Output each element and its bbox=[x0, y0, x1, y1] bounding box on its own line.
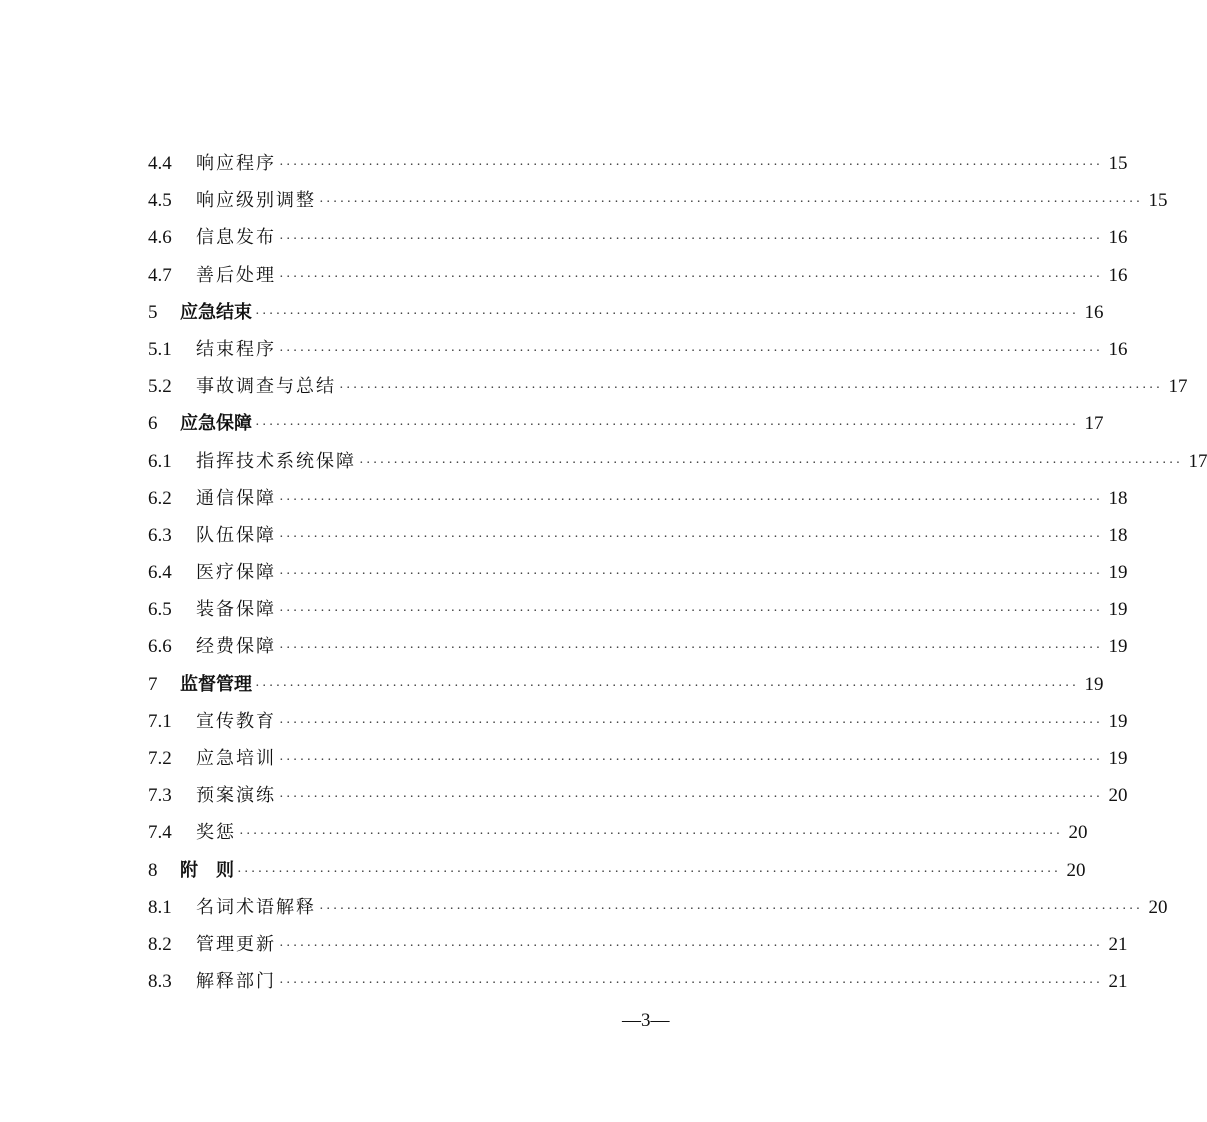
toc-entry-number: 6.5 bbox=[148, 599, 172, 621]
toc-entry-title: 医疗保障 bbox=[196, 562, 276, 584]
toc-entry-page: 16 bbox=[1108, 264, 1128, 286]
toc-entry-title: 队伍保障 bbox=[196, 524, 276, 546]
toc-entry-title: 事故调查与总结 bbox=[196, 376, 336, 398]
toc-entry-page: 17 bbox=[1168, 376, 1188, 398]
toc-entry-page: 19 bbox=[1084, 673, 1104, 695]
toc-dot-leader: ························································································································ bbox=[279, 715, 1103, 731]
toc-entry-number: 4.7 bbox=[148, 264, 172, 286]
toc-entry bbox=[148, 145, 1128, 182]
toc-entry-page: 19 bbox=[1108, 748, 1128, 769]
toc-dot-leader: ························································································································ bbox=[279, 790, 1103, 806]
toc-dot-leader: ························································································································ bbox=[279, 158, 1103, 173]
toc-entry bbox=[148, 740, 1128, 777]
toc-dot-leader: ························································································································ bbox=[319, 195, 1143, 211]
toc-entry bbox=[148, 294, 1104, 331]
toc-entry-title: 响应程序 bbox=[196, 153, 276, 174]
page-number: —3— bbox=[622, 1010, 670, 1031]
toc-entry-page: 20 bbox=[1066, 859, 1086, 881]
toc-entry-number: 4.6 bbox=[148, 227, 172, 249]
toc-dot-leader: ························································································································ bbox=[239, 827, 1063, 843]
toc-entry bbox=[148, 703, 1128, 740]
toc-entry bbox=[148, 331, 1128, 368]
toc-entry-number: 7.1 bbox=[148, 710, 172, 732]
toc-entry-number: 8.2 bbox=[148, 933, 172, 955]
toc-entry-title: 名词术语解释 bbox=[196, 896, 316, 918]
toc-entry-number: 8 bbox=[148, 859, 158, 881]
toc-entry bbox=[148, 182, 1168, 219]
toc-entry-page: 18 bbox=[1108, 524, 1128, 546]
toc-dot-leader: ························································································································ bbox=[279, 492, 1103, 508]
toc-entry-number: 5.1 bbox=[148, 338, 172, 360]
toc-entry bbox=[148, 889, 1168, 926]
toc-dot-leader: ························································································································ bbox=[279, 529, 1103, 545]
toc-entry bbox=[148, 257, 1128, 294]
toc-entry-number: 6 bbox=[148, 413, 158, 435]
toc-entry-title: 监督管理 bbox=[180, 673, 252, 695]
toc-entry-page: 21 bbox=[1108, 971, 1128, 993]
toc-entry-page: 17 bbox=[1188, 450, 1207, 472]
toc-entry-number: 8.3 bbox=[148, 971, 172, 993]
toc-entry-number: 6.4 bbox=[148, 562, 172, 584]
toc-dot-leader: ························································································································ bbox=[279, 976, 1103, 992]
toc-entry-page: 18 bbox=[1108, 487, 1128, 509]
toc-entry-page: 16 bbox=[1108, 227, 1128, 249]
toc-entry-title: 响应级别调整 bbox=[196, 190, 316, 212]
toc-dot-leader: ························································································································ bbox=[279, 567, 1103, 583]
toc-entry-number: 6.6 bbox=[148, 636, 172, 658]
toc-entry-page: 17 bbox=[1084, 413, 1104, 435]
toc-entry-title: 信息发布 bbox=[196, 227, 276, 249]
toc-entry-number: 7.3 bbox=[148, 785, 172, 807]
toc-dot-leader: ························································································································ bbox=[319, 901, 1143, 917]
toc-dot-leader: ························································································································ bbox=[279, 343, 1103, 359]
toc-entry-page: 19 bbox=[1108, 636, 1128, 658]
toc-entry bbox=[148, 443, 1207, 480]
toc-dot-leader: ························································································································ bbox=[279, 938, 1103, 954]
toc-entry-title: 结束程序 bbox=[196, 338, 276, 360]
toc-entry bbox=[148, 666, 1104, 703]
toc-entry-page: 19 bbox=[1108, 599, 1128, 621]
toc-dot-leader: ························································································································ bbox=[359, 455, 1183, 471]
toc-entry-title: 指挥技术系统保障 bbox=[196, 450, 356, 472]
toc-entry-page: 20 bbox=[1108, 785, 1128, 807]
toc-entry-page: 19 bbox=[1108, 710, 1128, 732]
toc-dot-leader: ························································································································ bbox=[339, 381, 1163, 397]
toc-entry-page: 20 bbox=[1148, 896, 1168, 918]
toc-entry-page: 15 bbox=[1148, 190, 1168, 212]
toc-entry-title: 善后处理 bbox=[196, 264, 276, 286]
toc-entry bbox=[148, 777, 1128, 814]
toc-entry-number: 8.1 bbox=[148, 896, 172, 918]
table-of-contents bbox=[148, 145, 1207, 1000]
toc-entry-title: 管理更新 bbox=[196, 933, 276, 955]
toc-entry-number: 4.5 bbox=[148, 190, 172, 212]
toc-entry bbox=[148, 517, 1128, 554]
toc-entry bbox=[148, 219, 1128, 256]
toc-entry-title: 应急培训 bbox=[196, 748, 276, 769]
toc-entry bbox=[148, 591, 1128, 628]
toc-entry-number: 6.3 bbox=[148, 524, 172, 546]
toc-entry bbox=[148, 926, 1128, 963]
toc-entry-title: 应急结束 bbox=[180, 301, 252, 323]
toc-dot-leader: ························································································································ bbox=[237, 864, 1061, 880]
toc-entry-page: 19 bbox=[1108, 562, 1128, 584]
toc-entry bbox=[148, 963, 1128, 1000]
toc-dot-leader: ························································································································ bbox=[279, 753, 1103, 768]
toc-entry-title: 通信保障 bbox=[196, 487, 276, 509]
toc-entry-title: 预案演练 bbox=[196, 785, 276, 807]
toc-entry-title: 宣传教育 bbox=[196, 710, 276, 732]
toc-entry-title: 装备保障 bbox=[196, 599, 276, 621]
toc-entry-page: 21 bbox=[1108, 933, 1128, 955]
toc-entry-page: 15 bbox=[1108, 153, 1128, 174]
toc-entry-page: 16 bbox=[1108, 338, 1128, 360]
toc-entry bbox=[148, 628, 1128, 665]
toc-dot-leader: ························································································································ bbox=[279, 269, 1103, 285]
toc-entry-number: 7.4 bbox=[148, 822, 172, 844]
toc-dot-leader: ························································································································ bbox=[255, 306, 1079, 322]
toc-entry-title: 应急保障 bbox=[180, 413, 252, 435]
toc-entry bbox=[148, 405, 1104, 442]
toc-entry-title: 奖惩 bbox=[196, 822, 236, 844]
toc-entry bbox=[148, 852, 1086, 889]
toc-entry-number: 5 bbox=[148, 301, 158, 323]
toc-entry bbox=[148, 480, 1128, 517]
toc-dot-leader: ························································································································ bbox=[279, 604, 1103, 620]
toc-entry-number: 6.2 bbox=[148, 487, 172, 509]
toc-entry bbox=[148, 554, 1128, 591]
toc-entry-number: 7 bbox=[148, 673, 158, 695]
toc-dot-leader: ························································································································ bbox=[279, 641, 1103, 657]
toc-dot-leader: ························································································································ bbox=[255, 678, 1079, 694]
toc-entry-number: 4.4 bbox=[148, 153, 172, 174]
toc-entry bbox=[148, 814, 1088, 851]
toc-entry-number: 7.2 bbox=[148, 748, 172, 769]
toc-entry-number: 6.1 bbox=[148, 450, 172, 472]
toc-entry-title: 解释部门 bbox=[196, 971, 276, 993]
toc-entry bbox=[148, 368, 1188, 405]
toc-entry-page: 16 bbox=[1084, 301, 1104, 323]
toc-entry-page: 20 bbox=[1068, 822, 1088, 844]
toc-dot-leader: ························································································································ bbox=[255, 418, 1079, 434]
toc-entry-title: 附 则 bbox=[180, 859, 234, 881]
toc-entry-title: 经费保障 bbox=[196, 636, 276, 658]
toc-entry-number: 5.2 bbox=[148, 376, 172, 398]
toc-dot-leader: ························································································································ bbox=[279, 232, 1103, 248]
